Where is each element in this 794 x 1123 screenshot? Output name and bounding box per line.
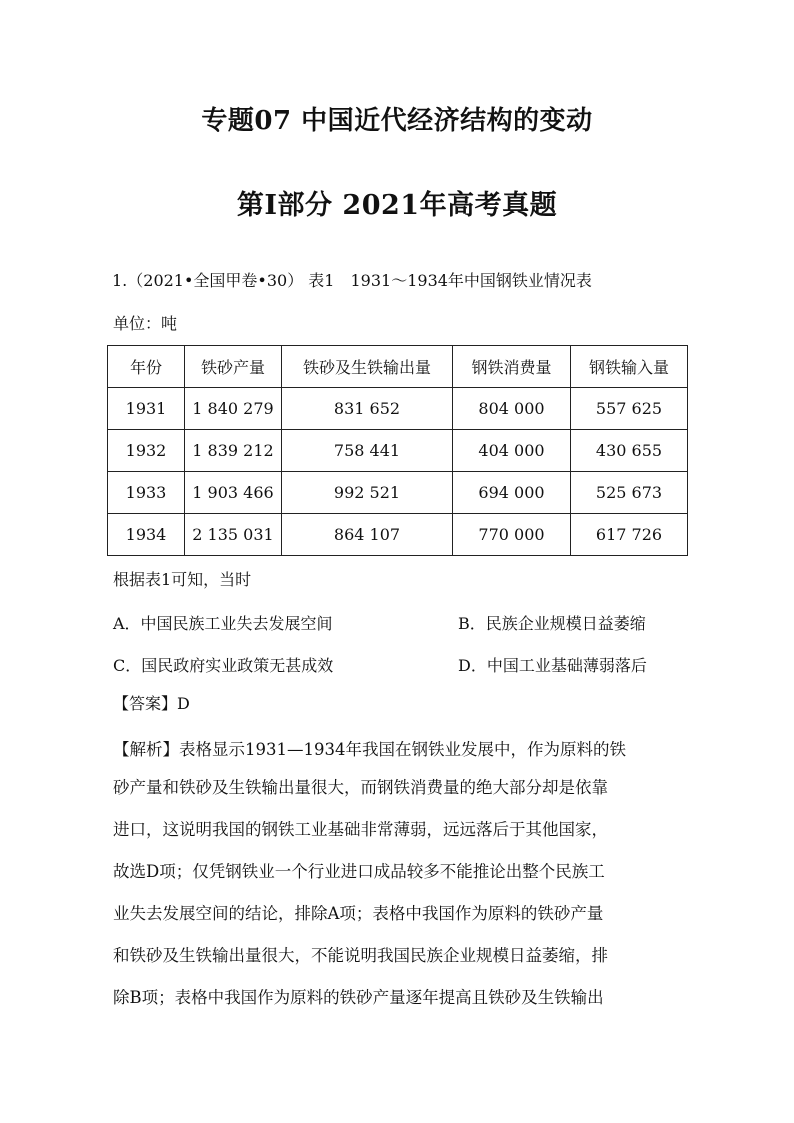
table-cell: 992 521 [282,472,453,514]
table-cell: 831 652 [282,388,453,430]
option-b: B．民族企业规模日益萎缩 [458,614,646,633]
section-title: 第Ⅰ部分 2021年高考真题 [236,190,558,221]
analysis-line: 除B项；表格中我国作为原料的铁砂产量逐年提高且铁砂及生铁输出 [113,988,604,1007]
analysis-line: 砂产量和铁砂及生铁输出量很大，而钢铁消费量的绝大部分却是依靠 [113,778,608,797]
table-header-row [108,346,688,388]
question-header: 1.（2021•全国甲卷•30） 表1 1931～1934年中国钢铁业情况表 [112,271,592,290]
table-row [108,430,688,472]
analysis-line: 进口，这说明我国的钢铁工业基础非常薄弱，远远落后于其他国家， [113,820,608,839]
table-cell: 404 000 [453,430,571,472]
option-d: D．中国工业基础薄弱落后 [458,656,647,675]
answer-line: 【答案】D [113,694,190,713]
table-cell: 1934 [108,514,185,556]
table-row [108,472,688,514]
table-cell: 758 441 [282,430,453,472]
table-cell: 1 840 279 [185,388,282,430]
table-row [108,388,688,430]
option-c: C．国民政府实业政策无甚成效 [113,656,334,675]
question-stem: 根据表1可知，当时 [113,570,252,589]
table-cell: 1 903 466 [185,472,282,514]
table-cell: 1 839 212 [185,430,282,472]
table-cell: 864 107 [282,514,453,556]
table-unit: 单位：吨 [113,314,178,333]
table-cell: 804 000 [453,388,571,430]
table-cell: 1933 [108,472,185,514]
option-a: A．中国民族工业失去发展空间 [113,614,333,633]
column-header-export: 铁砂及生铁输出量 [282,346,453,388]
analysis-line: 和铁砂及生铁输出量很大，不能说明我国民族企业规模日益萎缩，排 [113,946,608,965]
table-cell: 617 726 [571,514,688,556]
analysis-line: 业失去发展空间的结论，排除A项；表格中我国作为原料的铁砂产量 [113,904,604,923]
document-title: 专题07 中国近代经济结构的变动 [201,106,593,136]
table-cell: 770 000 [453,514,571,556]
table-cell: 1932 [108,430,185,472]
table-cell: 430 655 [571,430,688,472]
column-header-import: 钢铁输入量 [571,346,688,388]
table-cell: 557 625 [571,388,688,430]
table-cell: 1931 [108,388,185,430]
table-cell: 2 135 031 [185,514,282,556]
table-cell: 525 673 [571,472,688,514]
column-header-consumption: 钢铁消费量 [453,346,571,388]
column-header-iron-ore-output: 铁砂产量 [185,346,282,388]
column-header-year: 年份 [108,346,185,388]
analysis-line: 故选D项；仅凭钢铁业一个行业进口成品较多不能推论出整个民族工 [113,862,605,881]
table-row [108,514,688,556]
analysis-line: 【解析】表格显示1931—1934年我国在钢铁业发展中，作为原料的铁 [113,740,626,759]
steel-industry-table [107,345,688,556]
table-cell: 694 000 [453,472,571,514]
